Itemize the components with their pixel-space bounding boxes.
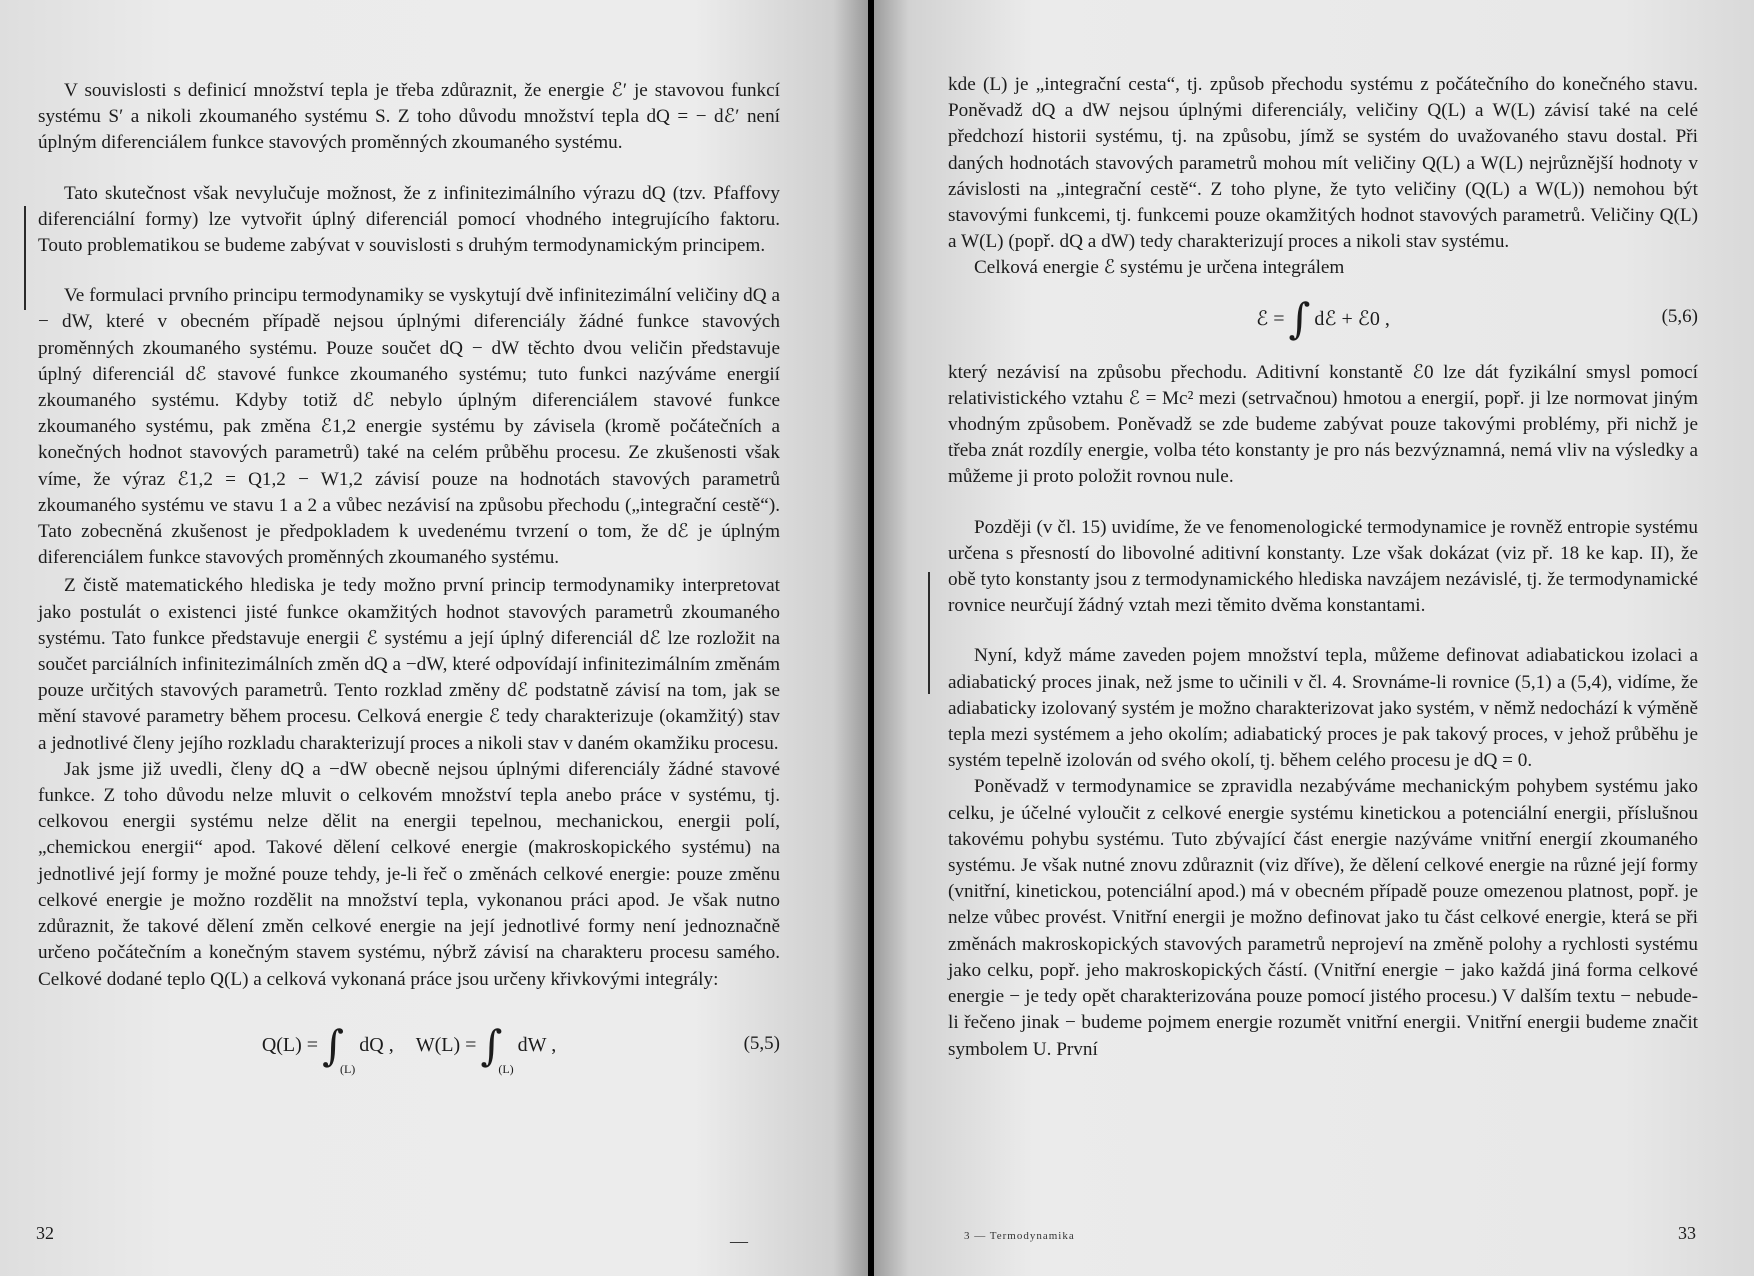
eq-lower-limit: (L) (339, 1061, 356, 1076)
equation-5-5 (38, 1015, 780, 1077)
eq-integrand: dW , (517, 1034, 557, 1057)
paragraph: V souvislosti s definicí množství tepla je třeba zdůraznit, že energie ℰ′ je stavovou funkcí systému S′ a nikoli zkoumaného systému S. Z toho důvodu množství tepla dQ = − dℰ′ není úplným diferenciálem funkce stavových proměnných zkoumaného systému. (38, 80, 780, 154)
paragraph: Tato skutečnost však nevylučuje možnost, že z infinitezimálního výrazu dQ (tzv. Pfaffovy diferenciální formy) lze vytvořit úplný diferenciál pomocí vhodného integrujícího faktoru. Touto problematikou se budeme zabývat v souvislosti s druhým termodynamickým principem. (38, 182, 780, 257)
paragraph: Poněvadž v termodynamice se zpravidla nezabýváme mechanickým pohybem systému jako celku, je účelné vyloučit z celkové energie systému kinetickou a potenciální energii, příslušnou takovému pohybu systému. Tuto zbývající část energie nazýváme vnitřní energií zkoumaného systému. Je však nutné znovu zdůraznit (viz dříve), že dělení celkové energie na různé její formy (vnitřní, kinetickou, potenciální apod.) má v obecném případě pouze omezenou platnost, popř. je nelze vůbec provést. Vnitřní energii je možno definovat jako tu část celkové energie, která se při změnách makroskopických stavových parametrů neprojeví na změně polohy a rychlosti systému jako celku, popř. jeho makroskopických částí. (Vnitřní energie − jako každá jiná forma celkové energie − je tedy opět charakterizována pouze pomocí jistého procesu.) V dalším textu − nebude-li řečeno jinak − budeme pojmem energie rozumět vnitřní energii. Vnitřní energii budeme značit symbolem U. První (948, 776, 1698, 1060)
paragraph: Ve formulaci prvního principu termodynamiky se vyskytují dvě infinitezimální veličiny dQ a − dW, které v obecném případě nejsou úplnými diferenciály žádné funkce stavových proměnných zkoumaného systému. Pouze součet dQ − dW těchto dvou veličin představuje úplný diferenciál dℰ stavové funkce zkoumaného systému; tuto funkci nazýváme energií zkoumaného systému. Kdyby totiž dℰ nebylo úplným diferenciálem stavové funkce zkoumaného systému, pak změna ℰ1,2 energie systému by závisela (kromě počátečních a konečných hodnot stavových parametrů) také na celém průběhu procesu. Ze zkušenosti však víme, že výraz ℰ1,2 = Q1,2 − W1,2 závisí pouze na hodnotách stavových parametrů zkoumaného systému ve stavu 1 a 2 a vůbec nezávisí na způsobu přechodu („integrační cestě“). Tato zobecněná zkušenost je předpokladem k uvedenému tvrzení o tom, že dℰ je úplným diferenciálem funkce stavových proměnných zkoumaného systému. (38, 285, 780, 569)
footer-label: 3 — Termodynamika (964, 1230, 1075, 1242)
equation-number: (5,6) (1661, 305, 1698, 327)
page-number: 33 (1678, 1223, 1696, 1243)
paragraph: Z čistě matematického hlediska je tedy možno první princip termodynamiky interpretovat jako postulát o existenci jisté funkce okamžitých hodnot stavových parametrů zkoumaného systému. Tato funkce představuje energii ℰ systému a její úplný diferenciál dℰ lze rozložit na součet parciálních infinitezimálních změn dQ a −dW, které odpovídají infinitezimálním změnám pouze určitých stavových parametrů. Tento rozklad změny dℰ podstatně závisí na tom, jak se mění stavové parametry během procesu. Celková energie ℰ tedy charakterizuje (okamžitý) stav a jednotlivé členy jejího rozkladu charakterizují proces a nikoli stav v daném okamžiku procesu. (38, 575, 780, 754)
paragraph: Později (v čl. 15) uvidíme, že ve fenomenologické termodynamice je rovněž entropie systému určena s přesností do libovolné aditivní konstanty. Lze však dokázat (viz př. 18 ke kap. II), že obě tyto konstanty jsou z termodynamického hlediska navzájem nezávislé, tj. že termodynamické rovnice neurčují žádný vztah mezi těmito dvěma konstantami. (948, 516, 1698, 617)
integral-sign: ∫ (480, 1020, 503, 1070)
left-page (0, 0, 868, 1276)
equation-number: (5,5) (743, 1032, 780, 1054)
equation-5-6 (948, 288, 1698, 350)
margin-bar (24, 206, 26, 310)
eq-lhs: Q(L) = (261, 1034, 319, 1057)
page-number: 32 (36, 1223, 54, 1243)
eq-integrand: dℰ + ℰ0 , (1314, 308, 1390, 331)
paragraph: který nezávisí na způsobu přechodu. Aditivní konstantě ℰ0 lze dát fyzikální smysl pomocí relativistického vztahu ℰ = Mc² mezi (setrvačnou) hmotou a energií, popř. ji lze normovat jiným vhodným způsobem. Poněvadž se zde budeme zabývat pouze takovými problémy, při nichž je třeba znát rozdíly energie, volba této konstanty je pro nás bezvýznamná, nemá vliv na výsledky a můžeme ji proto položit rovnou nule. (948, 361, 1698, 488)
margin-bar (928, 572, 930, 694)
paragraph: kde (L) je „integrační cesta“, tj. způsob přechodu systému z počátečního do konečného stavu. Poněvadž dQ a dW nejsou úplnými diferenciály, veličiny Q(L) a W(L) závisí také na celé předchozí historii systému, tj. na způsobu, jímž se systém do uvažovaného stavu dostal. Při daných hodnotách stavových parametrů mohou mít veličiny Q(L) a W(L) nejrůznější hodnoty v závislosti na „integrační cestě“. Z toho plyne, že tyto veličiny (Q(L) a W(L)) nemohou být stavovými funkcemi, tj. funkcemi pouze okamžitých hodnot stavových parametrů. Veličiny Q(L) a W(L) (popř. dQ a dW) tedy charakterizují proces a nikoli stav systému. (948, 74, 1698, 253)
paragraph: Celková energie ℰ systému je určena integrálem (974, 257, 1345, 279)
integral-sign: ∫ (1288, 293, 1311, 343)
eq-integrand: dQ , (359, 1034, 394, 1057)
corner-mark: — (730, 1231, 748, 1251)
integral-sign: ∫ (322, 1020, 344, 1070)
eq-lhs: W(L) = (415, 1034, 477, 1057)
eq-lower-limit: (L) (498, 1061, 514, 1076)
paragraph: Nyní, když máme zaveden pojem množství tepla, můžeme definovat adiabatickou izolaci a adiabatický proces jinak, než jsme to učinili v čl. 4. Srovnáme-li rovnice (5,1) a (5,4), vidíme, že adiabaticky izolovaný systém je možno charakterizovat jako systém, v němž nedochází k výměně tepla mezi systémem a jeho okolím; adiabatický proces je pak takový proces, v jehož průběhu je systém tepelně izolován od svého okolí, tj. během celého procesu je dQ = 0. (948, 645, 1698, 772)
eq-lhs: ℰ = (1256, 308, 1285, 331)
paragraph: Jak jsme již uvedli, členy dQ a −dW obecně nejsou úplnými diferenciály žádné stavové funkce. Z toho důvodu nelze mluvit o celkovém množství tepla anebo práce v systému, tj. celkovou energii systému nelze dělit na energii tepelnou, mechanickou, energii polí, „chemickou energii“ apod. Takové dělení celkové energie (makroskopického systému) na jednotlivé její formy je možné pouze tehdy, je-li řeč o změnách celkové energie: pouze změnu celkové energie je možno rozdělit na množství tepla, vykonanou práci apod. Je však nutno zdůraznit, že takové dělení změn celkové energie na její jednotlivé formy není jednoznačně určeno počátečním a konečným stavem systému, nýbrž závisí na charakteru procesu samého. Celkové dodané teplo Q(L) a celková vykonaná práce jsou určeny křivkovými integrály: (38, 758, 780, 990)
right-page (874, 0, 1754, 1276)
